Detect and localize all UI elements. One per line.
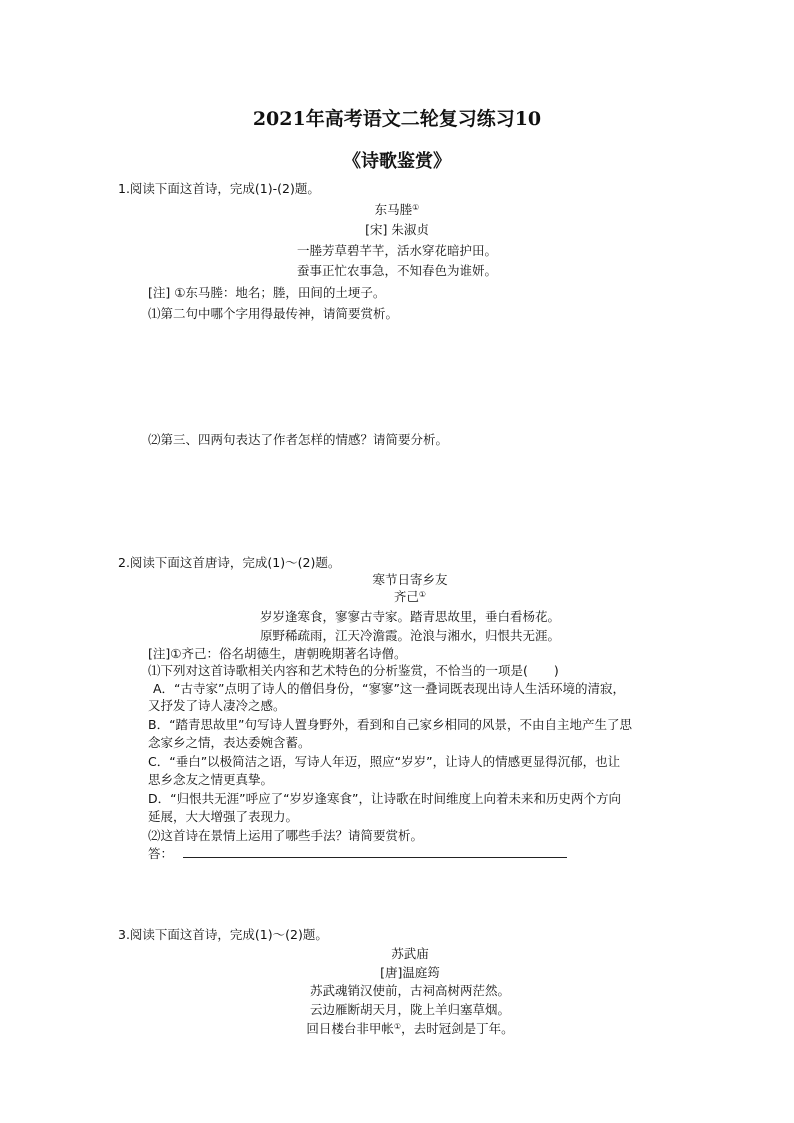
q1-note: [注] ①东马塍：地名；塍，田间的土埂子。 [148, 285, 386, 300]
q3-poem-title: 苏武庙 [391, 946, 429, 961]
q3-poem-line-3-note: ① [393, 1022, 402, 1031]
q2-sub-question-2: ⑵这首诗在景情上运用了哪些手法？请简要赏析。 [148, 828, 424, 843]
q3-prompt: 3.阅读下面这首诗，完成(1)～(2)题。 [118, 927, 328, 942]
q2-option-c-line-1: C．“垂白”以极简洁之语，写诗人年迈，照应“岁岁”，让诗人的情感更显得沉郁，也让 [148, 754, 621, 769]
q1-poem-line-1: 一塍芳草碧芊芊，活水穿花暗护田。 [296, 243, 497, 258]
q1-poem-line-2: 蚕事正忙农事急，不知春色为谁妍。 [296, 263, 497, 278]
q2-poem-line-2: 原野稀疏雨，江天冷澹霞。沧浪与湘水，归恨共无涯。 [259, 628, 560, 643]
q3-poem-line-3-a: 回日楼台非甲帐 [306, 1021, 394, 1036]
q2-author [120, 588, 700, 605]
q2-option-d-line-1: D．“归恨共无涯”呼应了“岁岁逢寒食”，让诗歌在时间维度上向着未来和历史两个方向 [148, 791, 622, 806]
q2-answer-line[interactable] [183, 856, 567, 858]
q2-option-a-line-2: 又抒发了诗人凄冷之感。 [148, 698, 286, 713]
q1-author: [宋] 朱淑贞 [365, 222, 429, 237]
q2-prompt: 2.阅读下面这首唐诗，完成(1)～(2)题。 [118, 555, 341, 570]
q2-note: [注]①齐己：俗名胡德生，唐朝晚期著名诗僧。 [148, 646, 407, 661]
page-subtitle: 《诗歌鉴赏》 [343, 151, 451, 172]
q2-sub-question-1 [148, 662, 559, 679]
q1-poem-title-text: 东马塍 [374, 202, 413, 217]
q1-sub-question-2: ⑵第三、四两句表达了作者怎样的情感？请简要分析。 [148, 432, 449, 447]
q3-poem-line-3-b: ，去时冠剑是丁年。 [401, 1021, 514, 1036]
q2-option-a-line-1: A．“古寺家”点明了诗人的僧侣身份，“寥寥”这一叠词既表现出诗人生活环境的清寂， [153, 681, 625, 696]
q1-poem-title-note: ① [412, 203, 420, 212]
page-title: 2021年高考语文二轮复习练习10 [252, 108, 542, 130]
q2-answer-label: 答： [148, 846, 174, 861]
q2-sub-question-1-close: ) [553, 663, 559, 678]
q2-sub-question-1-text: ⑴下列对这首诗歌相关内容和艺术特色的分析鉴赏，不恰当的一项是( [148, 663, 528, 678]
q1-sub-question-1: ⑴第二句中哪个字用得最传神，请简要赏析。 [148, 306, 399, 321]
q3-poem-line-1: 苏武魂销汉使前，古祠高树两茫然。 [309, 983, 510, 998]
q1-prompt: 1.阅读下面这首诗，完成(1)-(2)题。 [118, 181, 320, 196]
q2-author-text: 齐己 [393, 589, 419, 604]
q2-poem-title: 寒节日寄乡友 [372, 572, 448, 587]
q2-option-b-line-2: 念家乡之情，表达委婉含蓄。 [148, 735, 311, 750]
q2-poem-line-1: 岁岁逢寒食，寥寥古寺家。踏青思故里，垂白看杨花。 [259, 609, 560, 624]
q3-poem-line-2: 云边雁断胡天月，陇上羊归塞草烟。 [309, 1002, 510, 1017]
q2-option-c-line-2: 思乡念友之情更真挚。 [148, 772, 274, 787]
q3-author: [唐]温庭筠 [380, 965, 440, 980]
q2-author-note: ① [418, 590, 427, 599]
q2-option-d-line-2: 延展，大大增强了表现力。 [148, 809, 299, 824]
q2-option-b-line-1: B．“踏青思故里”句写诗人置身野外，看到和自己家乡相同的风景，不由自主地产生了思 [148, 717, 633, 732]
q3-poem-line-3 [120, 1020, 700, 1037]
q1-poem-title [0, 201, 794, 218]
